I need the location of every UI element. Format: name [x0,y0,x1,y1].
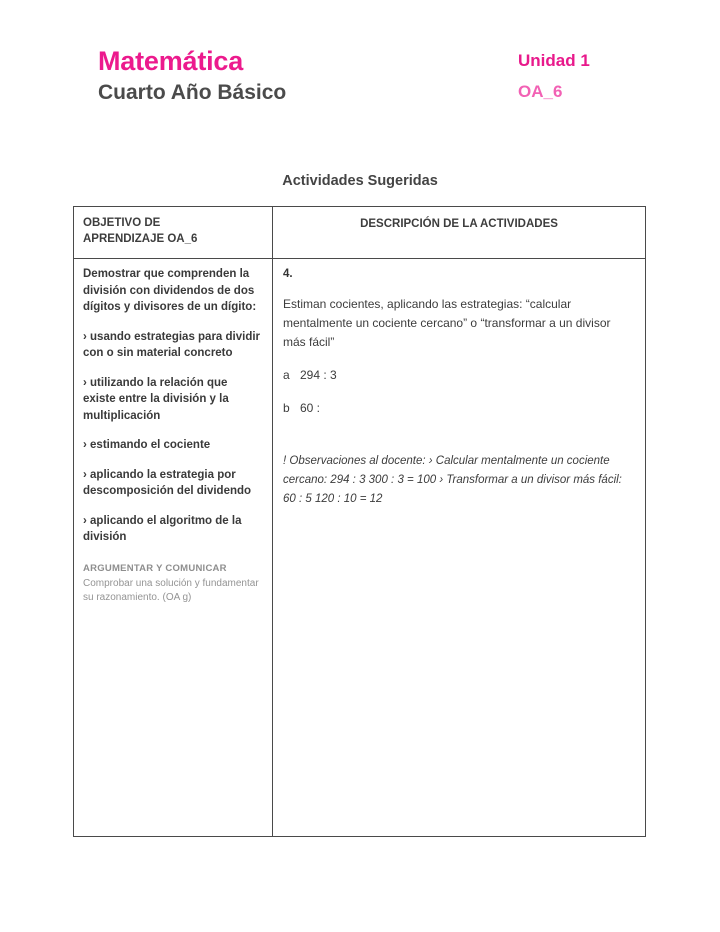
skill-description: Comprobar una solución y fundamentar su razonamiento. (OA g) [83,577,259,603]
objective-item-4: › aplicando la estrategia por descomposición del dividendo [83,468,252,497]
activities-table [73,206,646,837]
exercise-letter-b: b [283,401,290,415]
subject-title: Matemática [98,46,244,76]
objective-cell [74,259,273,836]
description-cell [273,259,645,836]
objective-lead-text: Demostrar que comprenden la división con dividendos de dos dígitos y divisores de un dígito: [83,268,257,313]
exercise-item-b [283,399,633,418]
table-header-cell-objective [74,207,273,258]
exercise-text-a: 294 : 3 [300,368,337,382]
teacher-observation-note: ! Observaciones al docente: › Calcular mentalmente un cociente cercano: 294 : 3 300 : 3 = 100 › Transformar a un divisor más fácil: 60 : 5 120 : 10 = 12 [283,455,622,505]
document-header [98,46,643,118]
unit-label: Unidad 1 [518,51,590,70]
header-right-group [518,50,590,103]
objective-item-2: › utilizando la relación que existe entre la división y la multiplicación [83,376,229,422]
objective-header-line1: OBJETIVO DE [83,217,161,229]
objective-item-5: › aplicando el algoritmo de la división [83,514,242,543]
skill-box [83,562,263,605]
header-spacer [282,232,636,248]
section-title: Actividades Sugeridas [282,173,438,189]
exercise-item-a [283,366,633,385]
objective-item-3: › estimando el cociente [83,439,211,451]
exercise-letter-a: a [283,368,290,382]
oa-code-label: OA_6 [518,82,563,101]
activity-statement: Estiman cocientes, aplicando las estrategias: “calcular mentalmente un cociente cercano” o “transformar a un divisor más fácil” [283,297,611,349]
table-body-row [74,259,645,836]
grade-subtitle: Cuarto Año Básico [98,81,287,104]
header-left-group [98,46,286,106]
exercise-text-b: 60 : [300,401,321,415]
description-header: DESCRIPCIÓN DE LA ACTIVIDADES [360,218,558,230]
table-header-row [74,207,645,259]
objective-item-1: › usando estrategias para dividir con o sin material concreto [83,330,261,359]
skill-title: ARGUMENTAR Y COMUNICAR [83,562,227,574]
activity-number: 4. [283,268,293,280]
table-header-cell-description [273,207,645,258]
objective-header-line2: APRENDIZAJE OA_6 [83,233,198,245]
